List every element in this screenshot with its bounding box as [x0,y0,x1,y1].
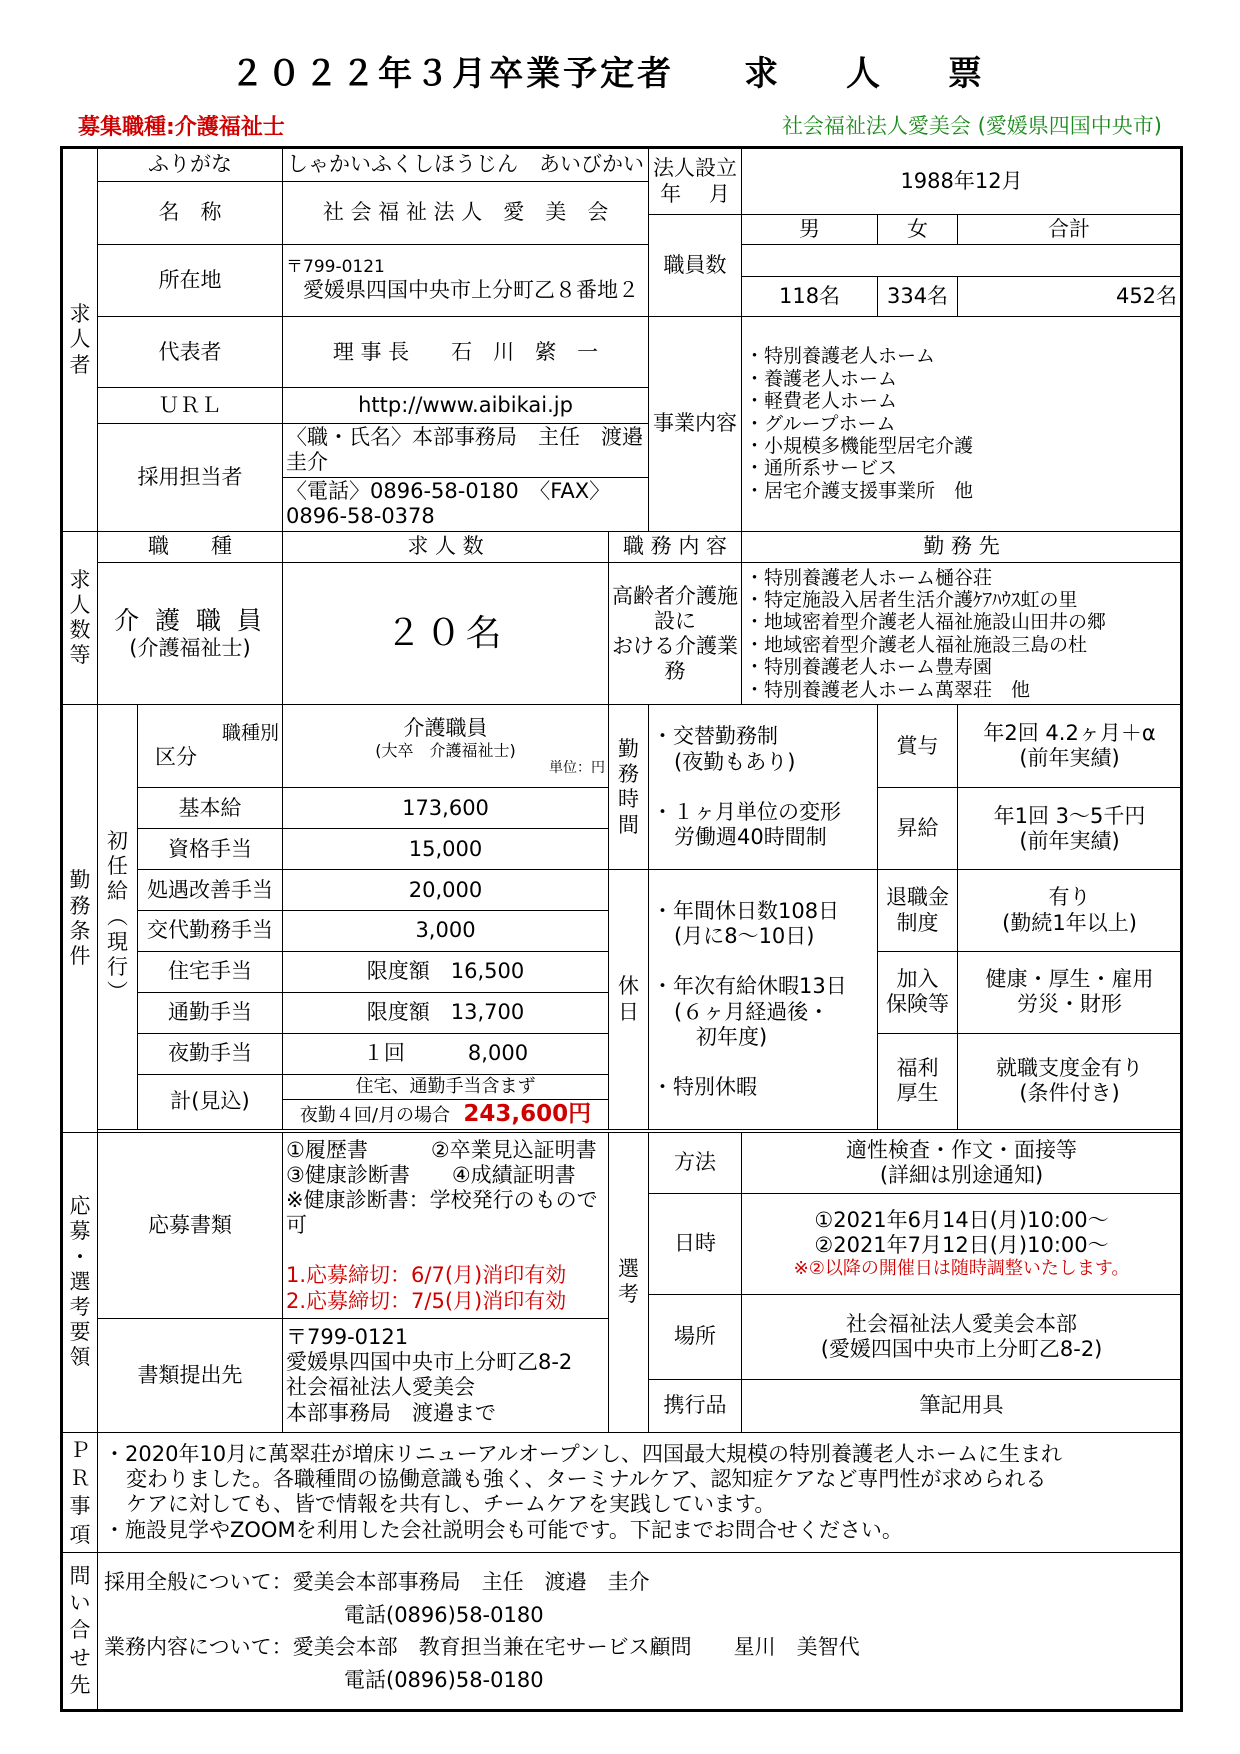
salary-label: 交代勤務手当 [138,911,283,952]
docs-content: ①履歴書 ②卒業見込証明書 ③健康診断書 ④成績証明書 ※健康診断書：学校発行のもので可 1.応募締切：6/7(月)消印有効 2.応募締切：7/5(月)消印有効 [283,1133,609,1319]
salary-value: 20,000 [283,870,609,911]
staff-female-label: 女 [878,215,958,244]
section-oubo: 応 募 ・ 選 考 要 領 [62,1133,98,1432]
welfare-label: 福利 厚生 [878,1033,958,1129]
address: 〒799-0121 愛媛県四国中央市上分町乙８番地２ [283,244,649,316]
bonus-value: 年2回 4.2ヶ月＋α (前年実績) [958,705,1182,788]
section-kinmu: 勤 務 条 件 [62,705,98,1133]
business-list: ・特別養護老人ホーム ・養護老人ホーム ・軽費老人ホーム ・グループホーム ・小規模多機能型居宅介護 ・通所系サービス ・居宅介護支援事業所 他 [742,316,1182,531]
salary-value: 限度額 16,500 [283,952,609,993]
retire-label: 退職金 制度 [878,870,958,952]
submit-label: 書類提出先 [98,1319,283,1432]
insurance-value: 健康・厚生・雇用 労災・財形 [958,952,1182,1034]
recruit-type: 募集職種:介護福祉士 [78,115,285,140]
date-value: ①2021年6月14日(月)10:00～ ②2021年7月12日(月)10:00～ ※②以降の開催日は随時調整いたします。 [742,1194,1182,1295]
section-kyujitsu: 休 日 [609,870,649,1130]
title-main: ２０２２年３月卒業予定者 [230,54,675,94]
salary-header-cell: 職種別 区分 [138,705,283,788]
place-value: 社会福祉法人愛美会本部 (愛媛四国中央市上分町乙8-2) [742,1294,1182,1379]
h-place: 勤 務 先 [742,531,1182,562]
items-value: 筆記用具 [742,1380,1182,1432]
section-pr: Ｐ Ｒ 事 項 [62,1432,98,1553]
insurance-label: 加入 保険等 [878,952,958,1034]
page-title [0,46,1240,95]
method-value: 適性検査・作文・面接等 (詳細は別途通知) [742,1133,1182,1194]
staff-male: 118名 [742,277,878,317]
items-label: 携行品 [649,1380,742,1432]
staff-total-label: 合計 [958,215,1182,244]
section-senko: 選 考 [609,1133,649,1432]
url-label: ＵＲＬ [98,388,283,424]
contact-line1: 〈職・氏名〉本部事務局 主任 渡邉 圭介 [283,423,649,477]
bonus-label: 賞与 [878,705,958,788]
job-offer-table [60,146,1183,1712]
work-hours: ・交替勤務制 (夜勤もあり) ・１ヶ月単位の変形 労働週40時間制 [649,705,878,870]
salary-value: 173,600 [283,788,609,829]
retire-value: 有り (勤続1年以上) [958,870,1182,952]
section-kinmujikan: 勤 務 時 間 [609,705,649,870]
staff-total: 452名 [958,277,1182,317]
docs-label: 応募書類 [98,1133,283,1319]
company-short: 社会福祉法人愛美会 (愛媛県四国中央市) [781,114,1162,138]
salary-label: 基本給 [138,788,283,829]
salary-label: 資格手当 [138,829,283,870]
title-sub: 求 人 票 [744,54,1010,94]
salary-label: 処遇改善手当 [138,870,283,911]
opening-count: ２０名 [283,563,609,705]
holidays: ・年間休日数108日 (月に8～10日) ・年次有給休暇13日 (６ヶ月経過後・ 初年度) ・特別休暇 [649,870,878,1130]
salary-total-label: 計(見込) [138,1074,283,1129]
staff-male-label: 男 [742,215,878,244]
established-value: 1988年12月 [742,148,1182,215]
workplace-list: ・特別養護老人ホーム樋谷荘 ・特定施設入居者生活介護ｹｱﾊｳｽ虹の里 ・地域密着型介護老人福祉施設山田井の郷 ・地域密着型介護老人福祉施設三島の杜 ・特別養護老人ホーム豊寿園 ・特別養護老人ホーム萬翠荘 他 [742,563,1182,705]
contact-line2: 〈電話〉0896-58-0180 〈FAX〉0896-58-0378 [283,477,649,531]
duty: 高齢者介護施設に おける介護業務 [609,563,742,705]
salary-col-header: 介護職員 (大卒 介護福祉士) 単位：円 [283,705,609,788]
salary-value: 15,000 [283,829,609,870]
salary-label: 通勤手当 [138,992,283,1033]
submit-address: 〒799-0121 愛媛県四国中央市上分町乙8-2 社会福祉法人愛美会 本部事務局 渡邉まで [283,1319,609,1432]
job-name: 介 護 職 員 (介護福祉士) [98,563,283,705]
raise-value: 年1回 3～5千円 (前年実績) [958,788,1182,870]
name-label: 名 称 [98,181,283,244]
salary-value: 限度額 13,700 [283,992,609,1033]
h-job: 職 種 [98,531,283,562]
welfare-value: 就職支度金有り (条件付き) [958,1033,1182,1129]
h-duty: 職 務 内 容 [609,531,742,562]
company-name: 社 会 福 祉 法 人 愛 美 会 [283,181,649,244]
h-count: 求 人 数 [283,531,609,562]
method-label: 方法 [649,1133,742,1194]
furigana-label: ふりがな [98,148,283,182]
salary-label: 住宅手当 [138,952,283,993]
section-toiawase: 問 い 合 せ 先 [62,1553,98,1711]
salary-value: １回 8,000 [283,1033,609,1074]
url-link[interactable]: http://www.aibikai.jp [283,388,649,424]
pr-content: ・2020年10月に萬翠荘が増床リニューアルオープンし、四国最大規模の特別養護老人ホームに生まれ 変わりました。各職種間の協働意識も強く、ターミナルケア、認知症ケアなど専門性が求められる ケアに対しても、皆で情報を共有し、チームケアを実践しています。 ・施設見学やZOOMを利用した会社説明会も可能です。下記までお問合せください。 [98,1432,1182,1553]
salary-label: 夜勤手当 [138,1033,283,1074]
business-label: 事業内容 [649,316,742,531]
address-label: 所在地 [98,244,283,316]
section-kyujinsu: 求 人 数 等 [62,531,98,705]
section-kyujinsha: 求 人 者 [62,148,98,532]
furigana-value: しゃかいふくしほうじん あいびかい [283,148,649,182]
salary-total-note: 住宅、通勤手当含まず [283,1074,609,1099]
date-label: 日時 [649,1194,742,1295]
staff-label: 職員数 [649,215,742,317]
inquiry-content: 採用全般について：愛美会本部事務局 主任 渡邉 圭介 電話(0896)58-0180 業務内容について：愛美会本部 教育担当兼在宅サービス顧問 星川 美智代 電話(0896)58-0180 [98,1553,1182,1711]
established-label: 法人設立 年 月 [649,148,742,215]
rep: 理 事 長 石 川 綮 一 [283,316,649,387]
raise-label: 昇給 [878,788,958,870]
section-shoninkyu: 初 任 給 ︵ 現 行 ︶ [98,705,138,1130]
place-label: 場所 [649,1294,742,1379]
staff-female: 334名 [878,277,958,317]
contact-label: 採用担当者 [98,423,283,531]
rep-label: 代表者 [98,316,283,387]
salary-value: 3,000 [283,911,609,952]
salary-total: 夜勤４回/月の場合 243,600円 [283,1100,609,1130]
